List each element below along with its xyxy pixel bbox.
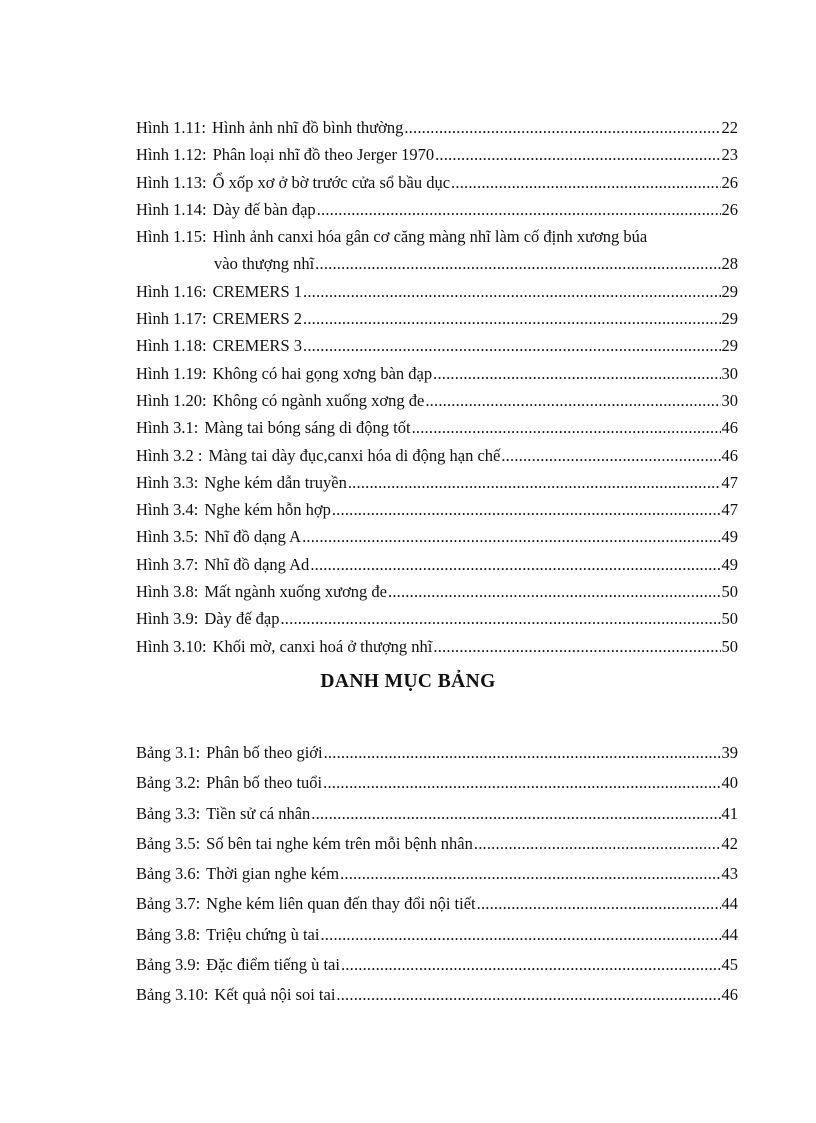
dot-leader xyxy=(315,250,720,277)
dot-leader xyxy=(280,605,720,632)
dot-leader xyxy=(332,496,721,523)
figure-title: Khối mờ, canxi hoá ở thượng nhĩ xyxy=(212,636,433,656)
page-number: 49 xyxy=(721,527,738,547)
figure-entry xyxy=(136,278,738,305)
table-title: Triệu chứng ù tai xyxy=(206,924,320,944)
dot-leader xyxy=(388,578,721,605)
page-number: 46 xyxy=(721,418,738,438)
figure-entry xyxy=(136,169,738,196)
page-number: 29 xyxy=(721,281,738,301)
dot-leader xyxy=(348,469,721,496)
dot-leader xyxy=(340,859,720,889)
dot-leader xyxy=(451,169,720,196)
figure-title: Hình ảnh nhĩ đồ bình thường xyxy=(211,118,404,137)
table-title: Số bên tai nghe kém trên mỗi bệnh nhân xyxy=(206,833,473,853)
table-number: Bảng 3.9: xyxy=(136,955,201,975)
table-entry xyxy=(136,950,738,980)
figure-title: Nghe kém hỗn hợp xyxy=(204,500,331,520)
table-number: Bảng 3.2: xyxy=(136,773,201,793)
table-number: Bảng 3.10: xyxy=(136,985,209,1005)
figure-title: Màng tai dày đục,canxi hóa di động hạn chế xyxy=(208,445,501,465)
figure-entry xyxy=(136,414,738,441)
figure-entry xyxy=(136,551,738,578)
figure-entry xyxy=(136,114,738,141)
figure-number: Hình 3.4: xyxy=(136,500,199,520)
figure-title: Nhĩ đồ dạng A xyxy=(204,527,302,547)
page-number: 30 xyxy=(721,363,738,383)
figure-entry xyxy=(136,633,738,660)
figure-title: Nhĩ đồ dạng Ad xyxy=(204,554,310,574)
page-number: 29 xyxy=(721,336,738,356)
page-number: 40 xyxy=(721,773,738,793)
table-number: Bảng 3.1: xyxy=(136,743,201,762)
figure-entry xyxy=(136,578,738,605)
dot-leader xyxy=(336,980,720,1010)
page-number: 49 xyxy=(721,554,738,574)
figure-number: Hình 3.2 : xyxy=(136,445,203,465)
page-number: 23 xyxy=(721,145,738,165)
page-number: 45 xyxy=(721,955,738,975)
page-number: 44 xyxy=(721,894,738,914)
dot-leader xyxy=(320,920,720,950)
table-entry xyxy=(136,859,738,889)
dot-leader xyxy=(433,633,720,660)
page-number: 43 xyxy=(721,864,738,884)
figure-entry xyxy=(136,523,738,550)
figure-title: Không có hai gọng xơng bàn đạp xyxy=(212,363,433,383)
table-entry xyxy=(136,980,738,1010)
table-title: Đặc điểm tiếng ù tai xyxy=(206,955,340,975)
table-list xyxy=(136,738,738,1011)
figure-number: Hình 1.17: xyxy=(136,309,207,329)
table-number: Bảng 3.8: xyxy=(136,924,201,944)
figure-entry-continuation xyxy=(136,250,738,277)
page-number: 30 xyxy=(721,390,738,410)
figure-list xyxy=(136,114,738,660)
figure-title: CREMERS 2 xyxy=(212,309,302,329)
figure-number: Hình 3.9: xyxy=(136,609,199,629)
figure-entry xyxy=(136,305,738,332)
figure-entry xyxy=(136,605,738,632)
dot-leader xyxy=(404,114,720,141)
table-entry xyxy=(136,738,738,768)
dot-leader xyxy=(501,442,720,469)
page-number: 47 xyxy=(721,472,738,492)
page-number: 46 xyxy=(721,445,738,465)
dot-leader xyxy=(311,799,720,829)
figure-number: Hình 1.11: xyxy=(136,118,206,137)
tables-heading: DANH MỤC BẢNG xyxy=(320,671,496,692)
table-entry xyxy=(136,920,738,950)
dot-leader xyxy=(324,738,721,768)
table-title: Phân bố theo giới xyxy=(206,743,323,762)
figure-entry xyxy=(136,442,738,469)
table-entry xyxy=(136,889,738,919)
table-entry xyxy=(136,768,738,798)
figure-number: Hình 1.18: xyxy=(136,336,207,356)
figure-title: Ổ xốp xơ ở bờ trước cửa sổ bầu dục xyxy=(212,172,451,192)
figure-number: Hình 3.8: xyxy=(136,582,199,602)
figure-title: Dày đế đạp xyxy=(204,609,280,629)
dot-leader xyxy=(435,141,720,168)
dot-leader xyxy=(341,950,721,980)
page-number: 26 xyxy=(721,199,738,219)
table-title: Tiền sử cá nhân xyxy=(206,803,311,823)
figure-title: CREMERS 1 xyxy=(212,281,302,301)
table-number: Bảng 3.3: xyxy=(136,803,201,823)
table-entry xyxy=(136,799,738,829)
page-number: 42 xyxy=(721,833,738,853)
page-number: 50 xyxy=(721,636,738,656)
figure-title: Màng tai bóng sáng di động tốt xyxy=(204,418,411,438)
figure-title: Hình ảnh canxi hóa gân cơ căng màng nhĩ làm cố định xương búa xyxy=(212,227,648,247)
dot-leader xyxy=(433,360,720,387)
dot-leader xyxy=(303,278,721,305)
figure-number: Hình 3.5: xyxy=(136,527,199,547)
figure-number: Hình 1.19: xyxy=(136,363,207,383)
figure-number: Hình 1.20: xyxy=(136,390,207,410)
figure-entry xyxy=(136,360,738,387)
table-number: Bảng 3.5: xyxy=(136,833,201,853)
page-number: 26 xyxy=(721,172,738,192)
table-title: Phân bố theo tuổi xyxy=(206,773,323,793)
figure-entry xyxy=(136,469,738,496)
page-number: 39 xyxy=(721,743,738,762)
dot-leader xyxy=(477,889,721,919)
figure-number: Hình 3.3: xyxy=(136,472,199,492)
figure-title: Phân loại nhĩ đồ theo Jerger 1970 xyxy=(212,145,435,165)
dot-leader xyxy=(323,768,720,798)
figure-number: Hình 3.1: xyxy=(136,418,199,438)
page-number: 22 xyxy=(721,118,738,137)
figure-entry xyxy=(136,223,738,250)
page-number: 29 xyxy=(721,309,738,329)
figure-entry xyxy=(136,387,738,414)
figure-number: Hình 3.7: xyxy=(136,554,199,574)
page-number: 50 xyxy=(721,609,738,629)
figure-number: Hình 1.14: xyxy=(136,199,207,219)
table-number: Bảng 3.7: xyxy=(136,894,201,914)
figure-entry xyxy=(136,332,738,359)
figure-entry xyxy=(136,141,738,168)
table-number: Bảng 3.6: xyxy=(136,864,201,884)
figure-title: Nghe kém dẫn truyền xyxy=(204,472,347,492)
table-entry xyxy=(136,829,738,859)
dot-leader xyxy=(303,305,721,332)
dot-leader xyxy=(303,332,721,359)
page-number: 41 xyxy=(721,803,738,823)
page-number: 47 xyxy=(721,500,738,520)
figure-number: Hình 1.12: xyxy=(136,145,207,165)
figure-entry xyxy=(136,196,738,223)
page-number: 50 xyxy=(721,582,738,602)
dot-leader xyxy=(317,196,721,223)
dot-leader xyxy=(474,829,721,859)
page-number: 44 xyxy=(721,924,738,944)
dot-leader xyxy=(310,551,720,578)
figure-title: Không có ngành xuống xơng đe xyxy=(212,390,425,410)
figure-title: Dày đế bàn đạp xyxy=(212,199,316,219)
table-title: Kết quả nội soi tai xyxy=(214,985,336,1005)
figure-number: Hình 1.15: xyxy=(136,227,207,247)
table-title: Thời gian nghe kém xyxy=(206,864,340,884)
figure-number: Hình 3.10: xyxy=(136,636,207,656)
page-number: 28 xyxy=(721,254,738,274)
dot-leader xyxy=(412,414,721,441)
figure-title: Mất ngành xuống xương đe xyxy=(204,582,387,602)
dot-leader xyxy=(302,523,720,550)
table-title: Nghe kém liên quan đến thay đổi nội tiết xyxy=(206,894,476,914)
figure-number: Hình 1.16: xyxy=(136,281,207,301)
figure-number: Hình 1.13: xyxy=(136,172,207,192)
page-number: 46 xyxy=(721,985,738,1005)
figure-title: CREMERS 3 xyxy=(212,336,302,356)
dot-leader xyxy=(425,387,720,414)
figure-entry xyxy=(136,496,738,523)
figure-title: vào thượng nhĩ xyxy=(214,254,315,274)
